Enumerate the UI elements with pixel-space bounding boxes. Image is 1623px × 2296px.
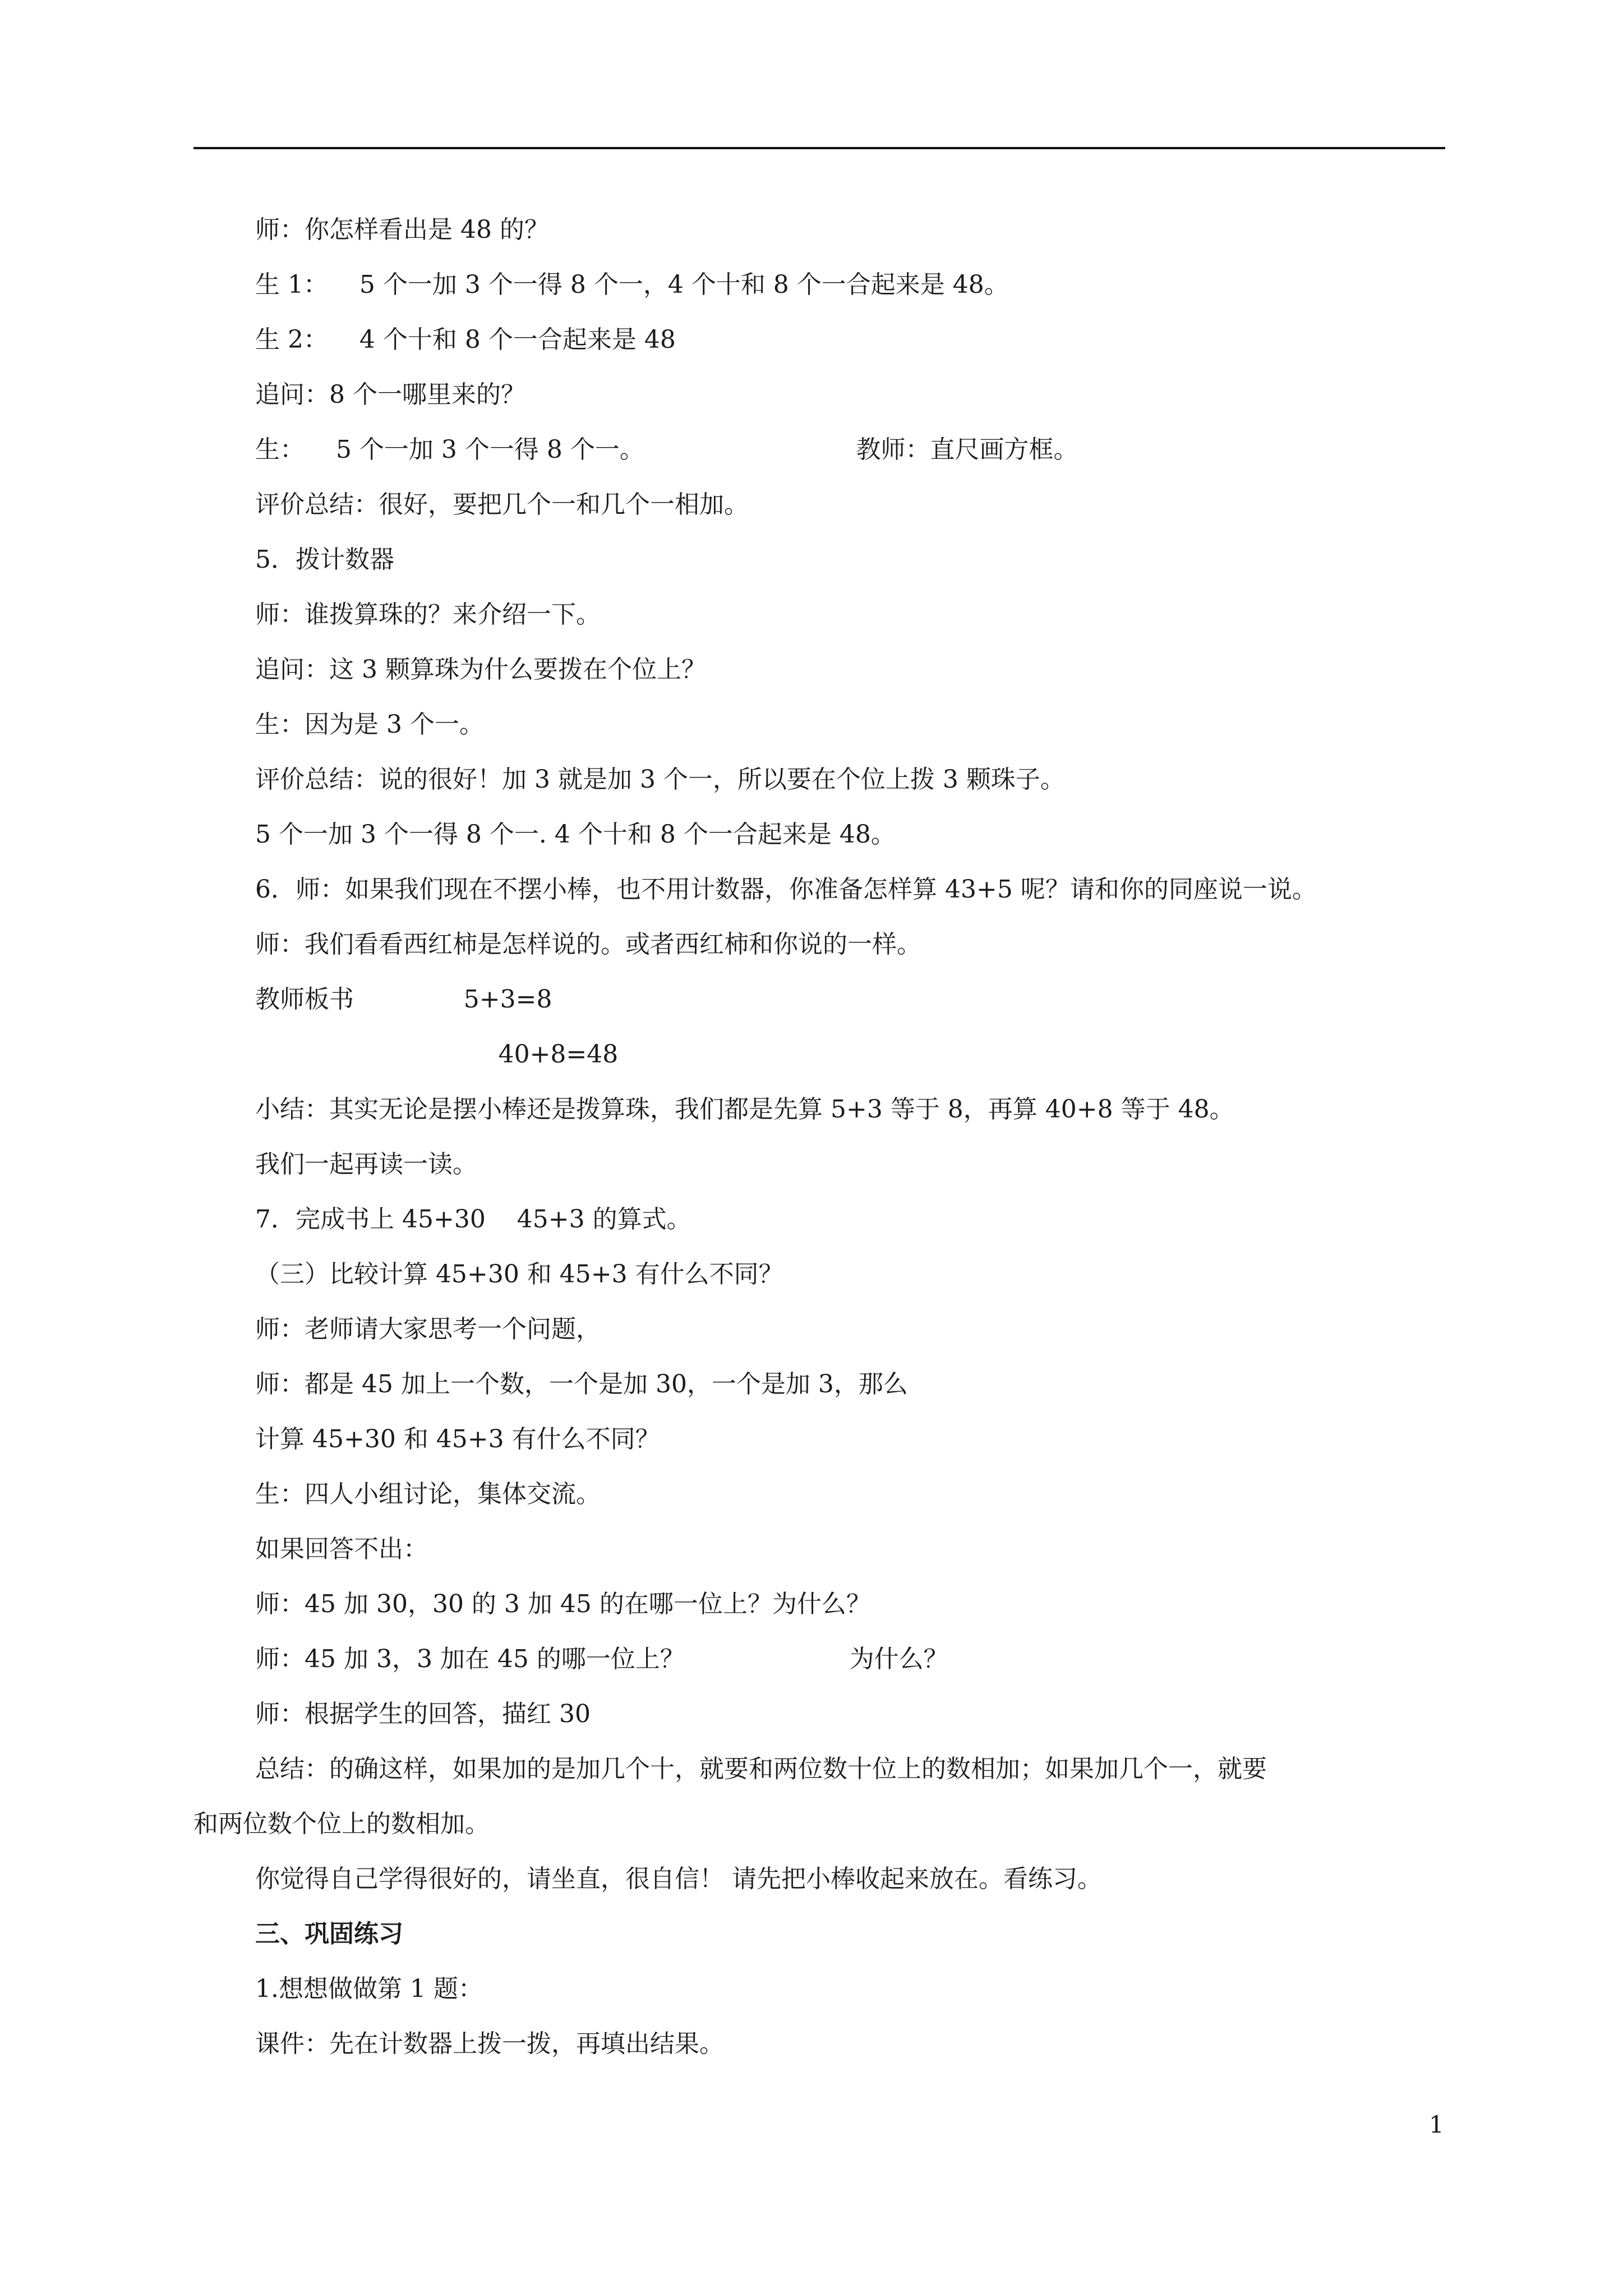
text-line-31: 你觉得自己学得很好的，请坐直，很自信！ 请先把小棒收起来放在。看练习。 <box>255 1865 1102 1893</box>
text-line-17: 小结：其实无论是摆小棒还是拨算珠，我们都是先算 5+3 等于 8，再算 40+8 等于 48。 <box>255 1095 1234 1124</box>
text-line-23: 计算 45+30 和 45+3 有什么不同？ <box>255 1425 660 1453</box>
text-line-16: 40+8=48 <box>255 1040 619 1069</box>
text-line-7: 5．拨计数器 <box>255 545 394 574</box>
text-line-34: 课件：先在计数器上拨一拨，再填出结果。 <box>255 2030 724 2058</box>
text-line-27: 师：45 加 3，3 加在 45 的哪一位上？ 为什么？ <box>255 1645 948 1673</box>
text-line-10: 生：因为是 3 个一。 <box>255 710 484 739</box>
text-line-30: 和两位数个位上的数相加。 <box>193 1810 490 1838</box>
text-line-28: 师：根据学生的回答，描红 30 <box>255 1700 591 1728</box>
text-line-11: 评价总结：说的很好！加 3 就是加 3 个一，所以要在个位上拨 3 颗珠子。 <box>255 765 1065 794</box>
page-number: 1 <box>1429 2111 1444 2138</box>
text-line-21: 师：老师请大家思考一个问题， <box>255 1315 601 1343</box>
text-line-33: 1.想想做做第 1 题： <box>255 1975 483 2003</box>
text-line-8: 师：谁拨算珠的？来介绍一下。 <box>255 600 601 629</box>
text-line-2: 生 1： 5 个一加 3 个一得 8 个一，4 个十和 8 个一合起来是 48。 <box>255 270 1009 299</box>
text-line-29: 总结：的确这样，如果加的是加几个十，就要和两位数十位上的数相加；如果加几个一，就要 <box>255 1755 1267 1783</box>
text-line-12: 5 个一加 3 个一得 8 个一. 4 个十和 8 个一合起来是 48。 <box>255 820 896 849</box>
text-line-6: 评价总结：很好，要把几个一和几个一相加。 <box>255 490 749 519</box>
text-line-3: 生 2： 4 个十和 8 个一合起来是 48 <box>255 325 676 354</box>
text-line-13: 6．师：如果我们现在不摆小棒，也不用计数器，你准备怎样算 43+5 呢？请和你的同座说一说。 <box>255 875 1317 904</box>
text-line-25: 如果回答不出： <box>255 1535 428 1563</box>
text-line-18: 我们一起再读一读。 <box>255 1150 477 1179</box>
text-line-22: 师：都是 45 加上一个数，一个是加 30，一个是加 3，那么 <box>255 1370 908 1398</box>
text-line-19: 7．完成书上 45+30 45+3 的算式。 <box>255 1205 691 1234</box>
text-line-15: 教师板书 5+3=8 <box>255 985 552 1014</box>
text-line-1: 师：你怎样看出是 48 的？ <box>255 215 549 244</box>
text-line-5: 生： 5 个一加 3 个一得 8 个一。 教师：直尺画方框。 <box>255 435 1078 464</box>
header-rule <box>193 147 1445 149</box>
section-heading: 三、巩固练习 <box>255 1920 403 1948</box>
text-line-24: 生：四人小组讨论，集体交流。 <box>255 1480 601 1508</box>
text-line-4: 追问：8 个一哪里来的？ <box>255 380 525 409</box>
text-line-9: 追问：这 3 颗算珠为什么要拨在个位上？ <box>255 655 706 684</box>
text-line-20: （三）比较计算 45+30 和 45+3 有什么不同？ <box>255 1260 783 1289</box>
text-line-14: 师：我们看看西红柿是怎样说的。或者西红柿和你说的一样。 <box>255 930 921 959</box>
text-line-26: 师：45 加 30，30 的 3 加 45 的在哪一位上？为什么？ <box>255 1590 871 1618</box>
